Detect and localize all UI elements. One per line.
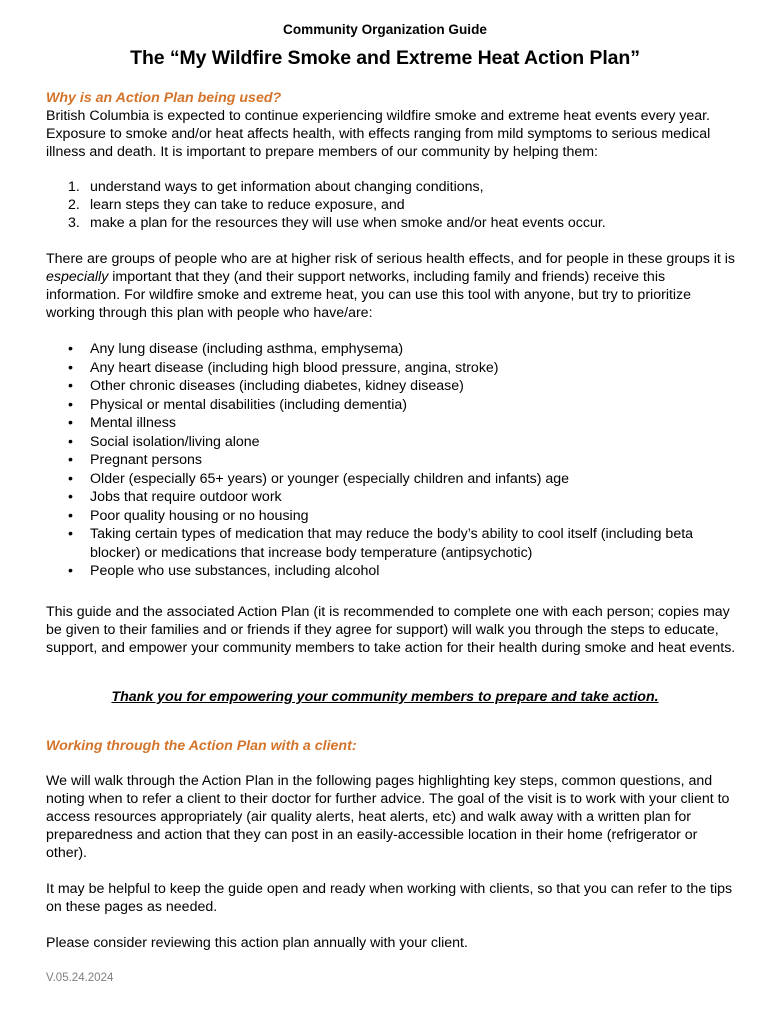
list-item: • Taking certain types of medication that may reduce the body’s ability to cool itself (including beta blocker) or medications that increase body temperature (antipsychotic) <box>68 526 694 561</box>
list-item: 2. learn steps they can take to reduce exposure, and <box>68 197 405 213</box>
list-item: • Jobs that require outdoor work <box>68 489 282 505</box>
list-item: • Any heart disease (including high blood pressure, angina, stroke) <box>68 359 499 376</box>
list-item: • Mental illness <box>68 415 176 431</box>
risk-paragraph: There are groups of people who are at higher risk of serious health effects, and for people in these groups it is especially important that they (and their support networks, including family and friends) receive this information. For wildfire smoke and extreme heat, you can use this tool with anyone, but try to prioritize working through this plan with people who have/are: <box>46 251 736 321</box>
working-paragraph-3: Please consider reviewing this action plan annually with your client. <box>46 935 468 951</box>
risk-groups-list <box>46 340 716 581</box>
working-paragraph-2: It may be helpful to keep the guide open and ready when working with clients, so that you can refer to the tips on these pages as needed. <box>46 881 733 915</box>
guide-paragraph: This guide and the associated Action Plan (it is recommended to complete one with each person; copies may be given to their families and or friends if they agree for support) will walk you through the steps to educate, support, and empower your community members to take action for their health during smoke and heat events. <box>46 604 736 656</box>
why-intro-paragraph: British Columbia is expected to continue experiencing wildfire smoke and extreme heat events every year. Exposure to smoke and/or heat affects health, with effects ranging from mild symptoms to serious medical illness and death. It is important to prepare members of our community by helping them: <box>46 108 711 160</box>
list-item: • Any lung disease (including asthma, emphysema) <box>68 341 404 357</box>
steps-list <box>46 178 606 232</box>
document-header: Community Organization Guide <box>283 22 487 37</box>
thank-you-note: Thank you for empowering your community members to prepare and take action. <box>111 689 659 705</box>
list-item: • Social isolation/living alone <box>68 433 260 450</box>
list-item: • Other chronic diseases (including diabetes, kidney disease) <box>68 378 464 394</box>
working-heading: Working through the Action Plan with a client: <box>46 738 357 754</box>
page-title: The “My Wildfire Smoke and Extreme Heat Action Plan” <box>130 47 640 69</box>
version-label: V.05.24.2024 <box>46 972 114 984</box>
list-item: 3. make a plan for the resources they will use when smoke and/or heat events occur. <box>68 215 606 231</box>
list-item: • People who use substances, including alcohol <box>68 563 380 579</box>
list-item: 1. understand ways to get information about changing conditions, <box>68 179 484 195</box>
list-item: • Older (especially 65+ years) or younger (especially children and infants) age <box>68 470 570 487</box>
list-item: • Poor quality housing or no housing <box>68 507 309 524</box>
list-item: • Pregnant persons <box>68 452 202 468</box>
working-paragraph-1: We will walk through the Action Plan in the following pages highlighting key steps, common questions, and noting when to refer a client to their doctor for further advice. The goal of the visit is to work with your client to access resources appropriately (air quality alerts, heat alerts, etc) and walk away with a written plan for preparedness and action that they can post in an easily-accessible location in their home (refrigerator or other). <box>46 773 730 861</box>
why-heading: Why is an Action Plan being used? <box>46 90 282 106</box>
list-item: • Physical or mental disabilities (including dementia) <box>68 396 408 413</box>
